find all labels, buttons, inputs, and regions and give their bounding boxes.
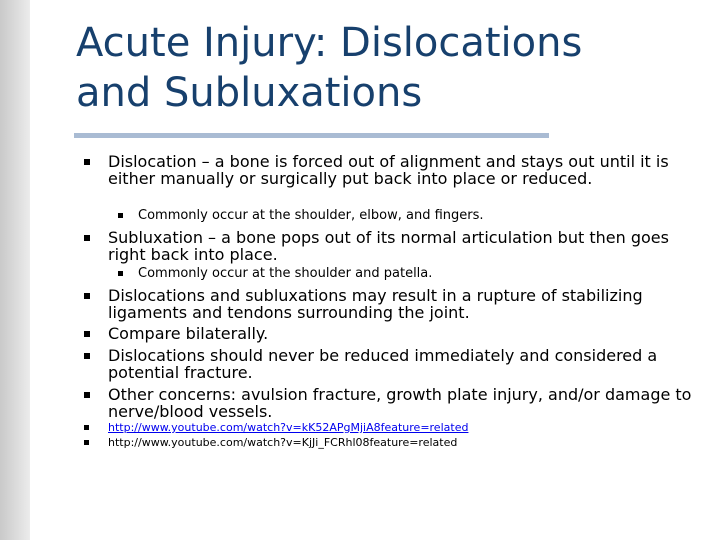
bullet-marker [84,293,90,299]
bullet-text: Other concerns: avulsion fracture, growth plate injury, and/or damage to nerve/blood vessels. [108,385,692,421]
bullet-text: – a bone is forced out of alignment and stays out until it is either manually or surgically put back into place or reduced. [108,152,669,188]
bullet-text: – a bone pops out of its normal articulation but then goes right back into place. [108,228,669,264]
sub-bullet-text: Commonly occur at the shoulder and patella. [138,266,433,281]
title-line-1: Acute Injury: Dislocations [76,20,583,66]
bullet-marker [84,353,90,359]
bullet-marker [118,213,123,218]
bullet-term: Dislocation [108,152,197,171]
bullet-term: Subluxation [108,228,203,247]
youtube-link-2[interactable]: http://www.youtube.com/watch?v=KjJi_FCRhl08feature=related [108,436,458,449]
bullet-text: Dislocations should never be reduced immediately and considered a potential fracture. [108,346,658,382]
sub-bullet-text: Commonly occur at the shoulder, elbow, and fingers. [138,208,484,223]
bullet-marker [84,425,89,430]
youtube-link-1[interactable]: http://www.youtube.com/watch?v=kK52APgMjiA8feature=related [108,421,469,434]
bullet-marker [84,159,90,165]
title-line-2: and Subluxations [76,70,423,116]
bullet-marker [84,392,90,398]
slide-sidebar-stripe [0,0,30,540]
slide-title [76,18,696,118]
bullet-marker [118,271,123,276]
bullet-marker [84,440,89,445]
title-divider [74,133,549,138]
bullet-marker [84,235,90,241]
bullet-text: Dislocations and subluxations may result in a rupture of stabilizing ligaments and tendons surrounding the joint. [108,286,643,322]
bullet-marker [84,331,90,337]
bullet-text: Compare bilaterally. [108,324,269,343]
